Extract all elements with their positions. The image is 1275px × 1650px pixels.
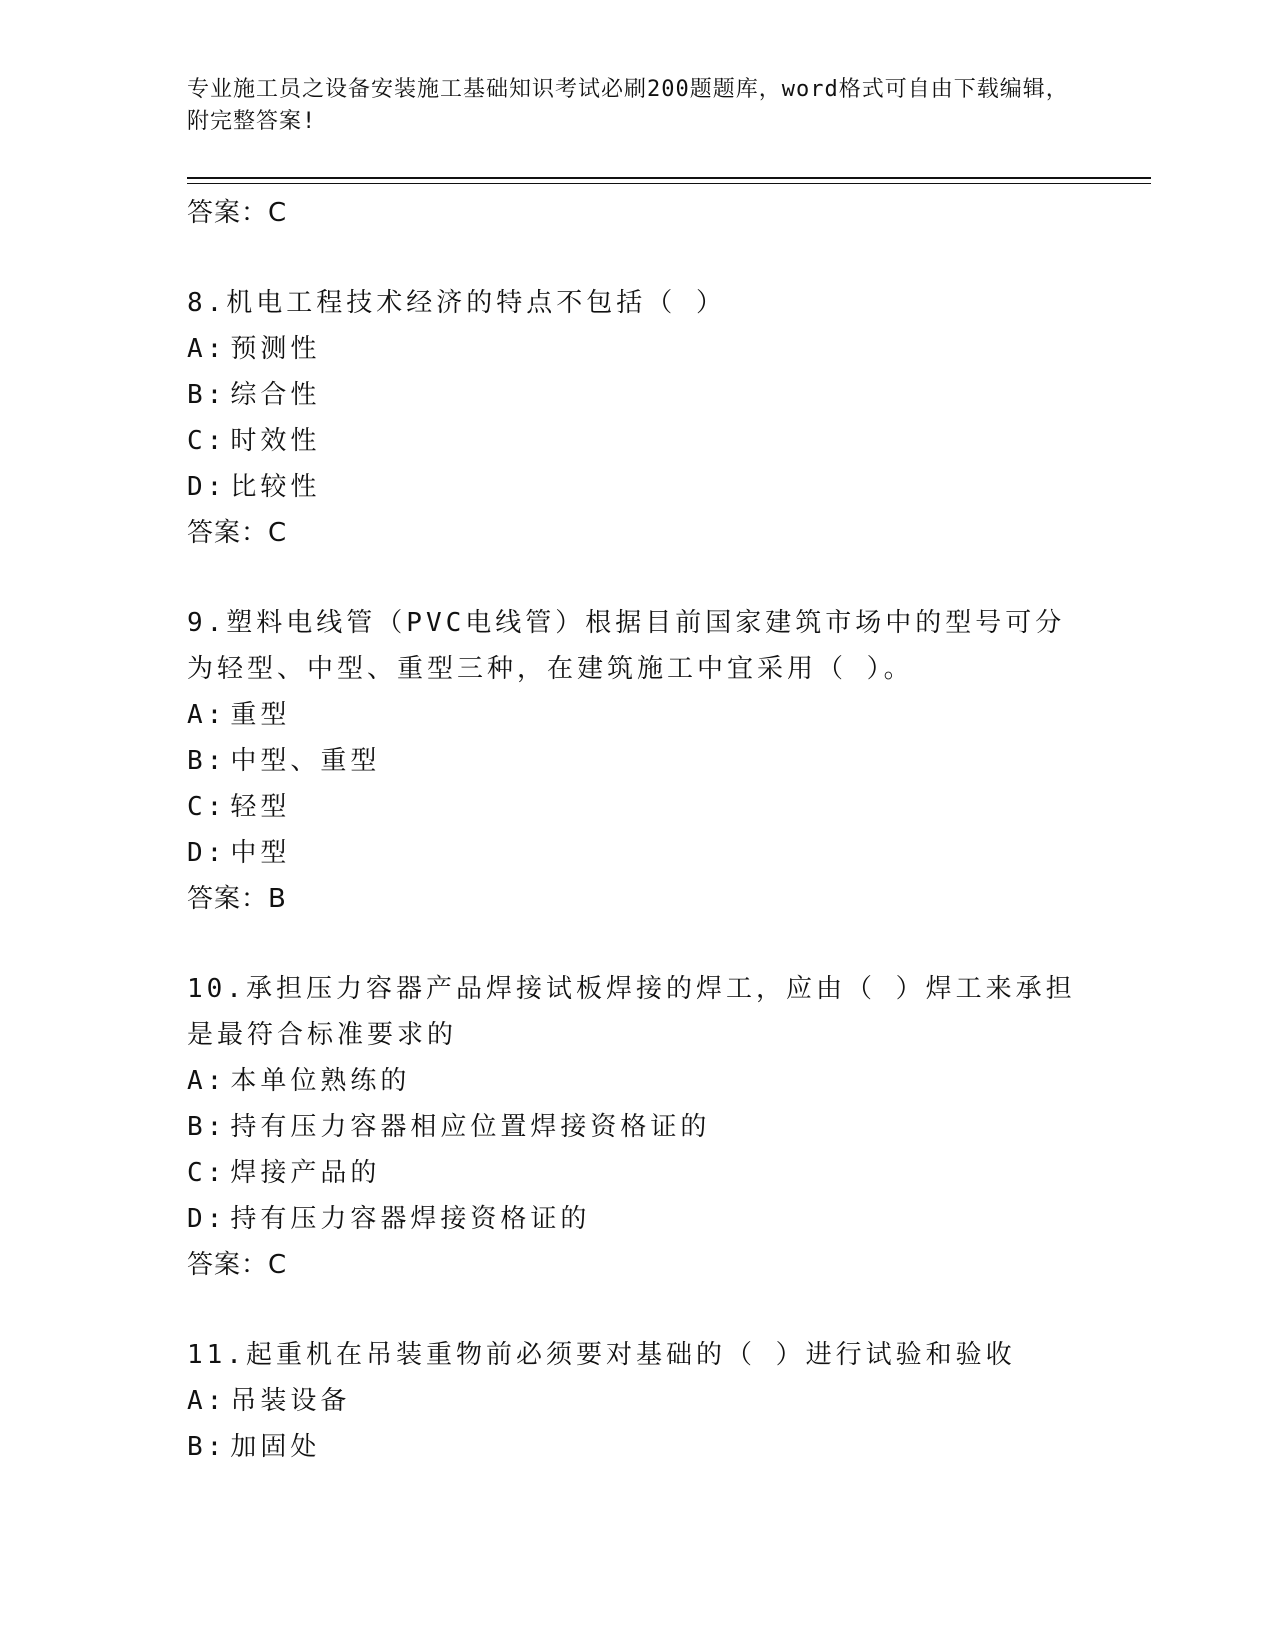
- option-a: [187, 692, 1087, 738]
- question-item: [187, 1332, 1087, 1470]
- question-item: [187, 280, 1087, 556]
- option-a: [187, 1058, 1087, 1104]
- option-a: [187, 1378, 1087, 1424]
- option-b: [187, 738, 1087, 784]
- option-text: 加固处: [230, 1432, 321, 1462]
- option-text: 中型、重型: [230, 746, 381, 776]
- option-key: C:: [187, 426, 227, 456]
- option-text: 中型: [230, 838, 291, 868]
- option-c: [187, 1150, 1087, 1196]
- question-stem: 8.机电工程技术经济的特点不包括（ ）: [187, 288, 726, 318]
- option-text: 本单位熟练的: [230, 1066, 411, 1096]
- option-text: 时效性: [230, 426, 321, 456]
- option-key: D:: [187, 472, 227, 502]
- question-item: [187, 966, 1087, 1288]
- option-text: 综合性: [230, 380, 321, 410]
- option-key: C:: [187, 792, 227, 822]
- option-text: 吊装设备: [230, 1386, 351, 1416]
- header-divider-thin: [187, 183, 1151, 184]
- option-c: [187, 418, 1087, 464]
- header-divider: [187, 177, 1151, 179]
- option-key: A:: [187, 1386, 227, 1416]
- answer-line: 答案：B: [187, 884, 287, 914]
- option-key: C:: [187, 1158, 227, 1188]
- option-a: [187, 326, 1087, 372]
- option-b: [187, 1424, 1087, 1470]
- option-text: 持有压力容器焊接资格证的: [230, 1204, 591, 1234]
- question-item: [187, 600, 1087, 922]
- option-text: 预测性: [230, 334, 321, 364]
- option-key: A:: [187, 334, 227, 364]
- option-key: B:: [187, 1112, 227, 1142]
- option-text: 轻型: [230, 792, 291, 822]
- document-header: 专业施工员之设备安装施工基础知识考试必刷200题题库，word格式可自由下载编辑，附完整答案!: [187, 77, 1069, 134]
- option-key: A:: [187, 700, 227, 730]
- option-d: [187, 1196, 1087, 1242]
- option-d: [187, 464, 1087, 510]
- answer-line: 答案：C: [187, 518, 288, 548]
- option-key: B:: [187, 380, 227, 410]
- question-stem: 10.承担压力容器产品焊接试板焊接的焊工，应由（ ）焊工来承担是最符合标准要求的: [187, 974, 1076, 1050]
- option-text: 重型: [230, 700, 291, 730]
- answer-line: 答案：C: [187, 198, 288, 228]
- option-d: [187, 830, 1087, 876]
- option-key: B:: [187, 1432, 227, 1462]
- option-b: [187, 372, 1087, 418]
- option-b: [187, 1104, 1087, 1150]
- option-text: 比较性: [230, 472, 321, 502]
- option-key: D:: [187, 838, 227, 868]
- option-text: 焊接产品的: [230, 1158, 381, 1188]
- question-stem: 9.塑料电线管（PVC电线管）根据目前国家建筑市场中的型号可分为轻型、中型、重型三种，在建筑施工中宜采用（ ）。: [187, 608, 1066, 684]
- option-key: A:: [187, 1066, 227, 1096]
- option-text: 持有压力容器相应位置焊接资格证的: [230, 1112, 711, 1142]
- answer-line: 答案：C: [187, 1250, 288, 1280]
- option-key: B:: [187, 746, 227, 776]
- option-c: [187, 784, 1087, 830]
- question-stem: 11.起重机在吊装重物前必须要对基础的（ ）进行试验和验收: [187, 1340, 1016, 1370]
- option-key: D:: [187, 1204, 227, 1234]
- question-list: [187, 190, 1087, 1470]
